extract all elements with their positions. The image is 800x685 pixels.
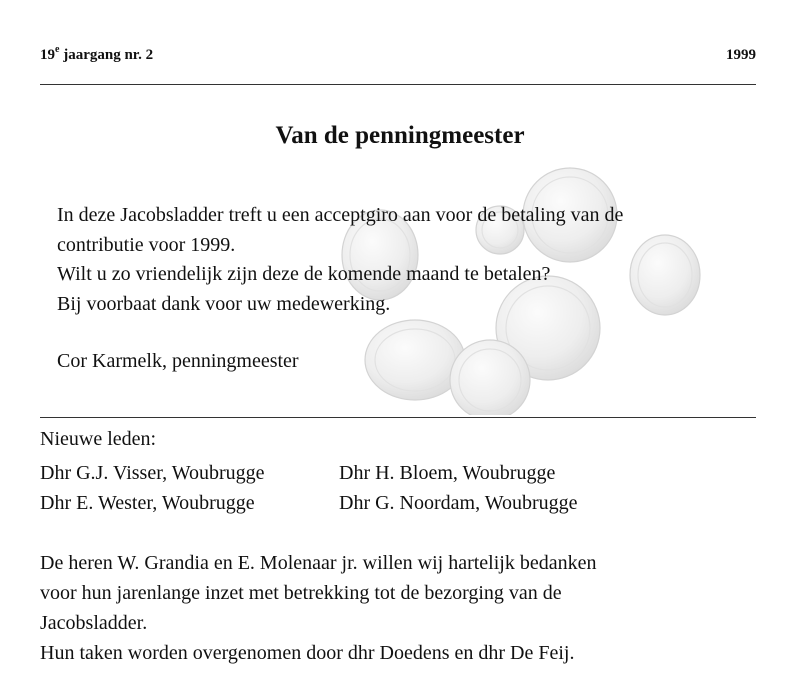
message-line: Wilt u zo vriendelijk zijn deze de komende maand te betalen?	[57, 263, 551, 285]
thanks-line: Hun taken worden overgenomen door dhr Doedens en dhr De Feij.	[40, 642, 575, 664]
issue-label: 19e jaargang nr. 2	[40, 44, 154, 63]
thanks-paragraph	[40, 548, 770, 668]
section-divider	[40, 417, 756, 418]
member-row	[40, 458, 578, 488]
message-line: In deze Jacobsladder treft u een acceptgiro aan voor de betaling van de	[57, 204, 624, 226]
new-members-list	[40, 458, 578, 518]
treasurer-signature: Cor Karmelk, penningmeester	[57, 350, 299, 372]
thanks-line: De heren W. Grandia en E. Molenaar jr. willen wij hartelijk bedanken	[40, 552, 597, 574]
new-members-heading: Nieuwe leden:	[40, 428, 157, 450]
header-year: 1999	[726, 47, 756, 63]
message-line: Bij voorbaat dank voor uw medewerking.	[57, 292, 391, 315]
page-header	[40, 44, 756, 69]
member-name: Dhr G.J. Visser, Woubrugge	[40, 462, 265, 484]
member-name: Dhr G. Noordam, Woubrugge	[339, 492, 578, 514]
treasurer-message	[57, 201, 777, 319]
message-line: contributie voor 1999.	[57, 233, 236, 256]
thanks-line: Jacobsladder.	[40, 612, 148, 634]
header-divider	[40, 84, 756, 85]
member-name: Dhr H. Bloem, Woubrugge	[339, 462, 556, 484]
member-row	[40, 488, 578, 518]
page-title: Van de penningmeester	[275, 122, 525, 149]
member-name: Dhr E. Wester, Woubrugge	[40, 492, 255, 514]
thanks-line: voor hun jarenlange inzet met betrekking tot de bezorging van de	[40, 582, 562, 604]
